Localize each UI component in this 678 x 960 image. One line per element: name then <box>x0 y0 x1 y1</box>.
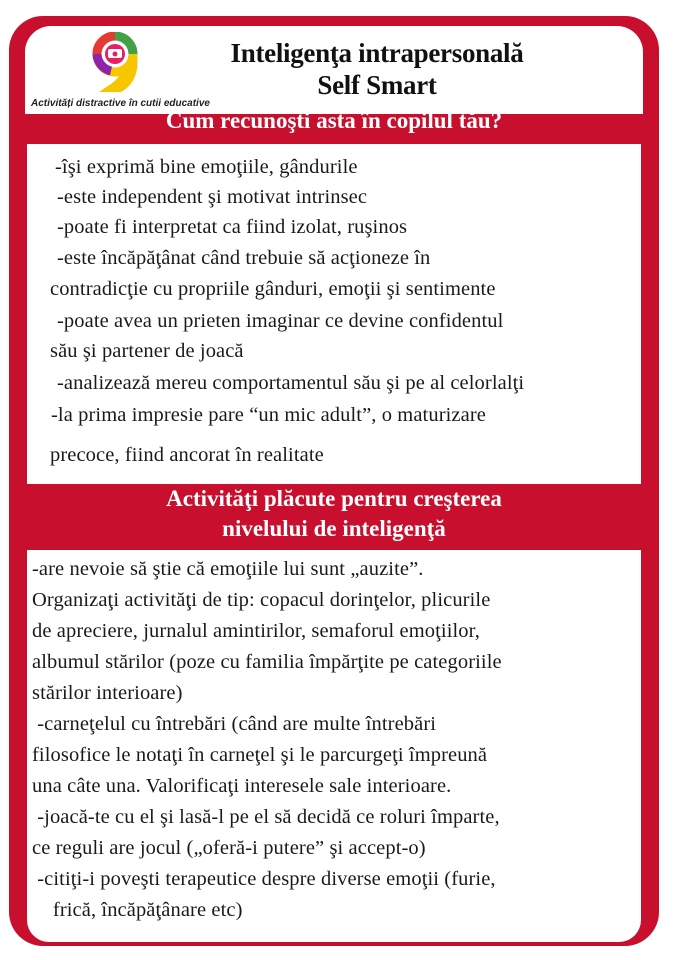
page-subtitle: Self Smart <box>317 70 437 100</box>
section2-line: Organizaţi activităţi de tip: copacul dorinţelor, plicurile <box>32 589 491 611</box>
section1-line: contradicţie cu propriile gânduri, emoţii şi sentimente <box>50 278 496 300</box>
rainbow-number-9-logo-icon <box>89 32 141 92</box>
page-title: Inteligenţa intrapersonală <box>230 38 524 68</box>
section2-line: -joacă-te cu el şi lasă-l pe el să decidă ce roluri împarte, <box>32 806 500 828</box>
section1-line: precoce, fiind ancorat în realitate <box>50 444 324 466</box>
section1-line: -este încăpăţânat când trebuie să acţioneze în <box>57 247 431 269</box>
section2-line: -citiţi-i poveşti terapeutice despre diverse emoţii (furie, <box>32 868 496 890</box>
section2-line: ce reguli are jocul („oferă-i putere” şi accept-o) <box>32 837 426 859</box>
section1-line: -este independent şi motivat intrinsec <box>57 186 368 208</box>
tagline: Activități distractive în cutii educative <box>31 98 210 109</box>
section2-heading-line1: Activităţi plăcute pentru creşterea <box>166 486 502 511</box>
section1-line: -poate avea un prieten imaginar ce devine confidentul <box>57 310 504 332</box>
section1-line: -analizează mereu comportamentul său şi pe al celorlalţi <box>57 372 525 394</box>
section1-line: său şi partener de joacă <box>50 340 244 362</box>
section2-heading <box>9 484 659 544</box>
section2-line: frică, încăpăţânare etc) <box>32 899 243 921</box>
section2-line: -are nevoie să ştie că emoţiile lui sunt „auzite”. <box>32 558 424 580</box>
section2-line: filosofice le notaţi în carneţel şi le parcurgeţi împreună <box>32 744 488 766</box>
section1-line: -îşi exprimă bine emoţiile, gândurile <box>55 156 358 178</box>
section2-line: -carneţelul cu întrebări (când are multe întrebări <box>32 713 437 735</box>
section2-heading-line2: nivelului de inteligenţă <box>222 516 446 541</box>
section2-line: de apreciere, jurnalul amintirilor, semaforul emoţiilor, <box>32 620 480 642</box>
section1-line: -poate fi interpretat ca fiind izolat, ruşinos <box>57 216 408 238</box>
section2-line: una câte una. Valorificaţi interesele sale interioare. <box>32 775 452 797</box>
card-header <box>25 26 643 114</box>
section2-line: stărilor interioare) <box>32 682 183 704</box>
info-card <box>9 16 659 946</box>
section1-content <box>27 144 641 484</box>
section2-line: albumul stărilor (poze cu familia împărţite pe categoriile <box>32 651 502 673</box>
section2-content <box>27 550 641 942</box>
section1-heading: Cum recunoşti asta în copilul tău? <box>165 108 503 133</box>
section1-line: -la prima impresie pare “un mic adult”, o maturizare <box>51 404 486 426</box>
